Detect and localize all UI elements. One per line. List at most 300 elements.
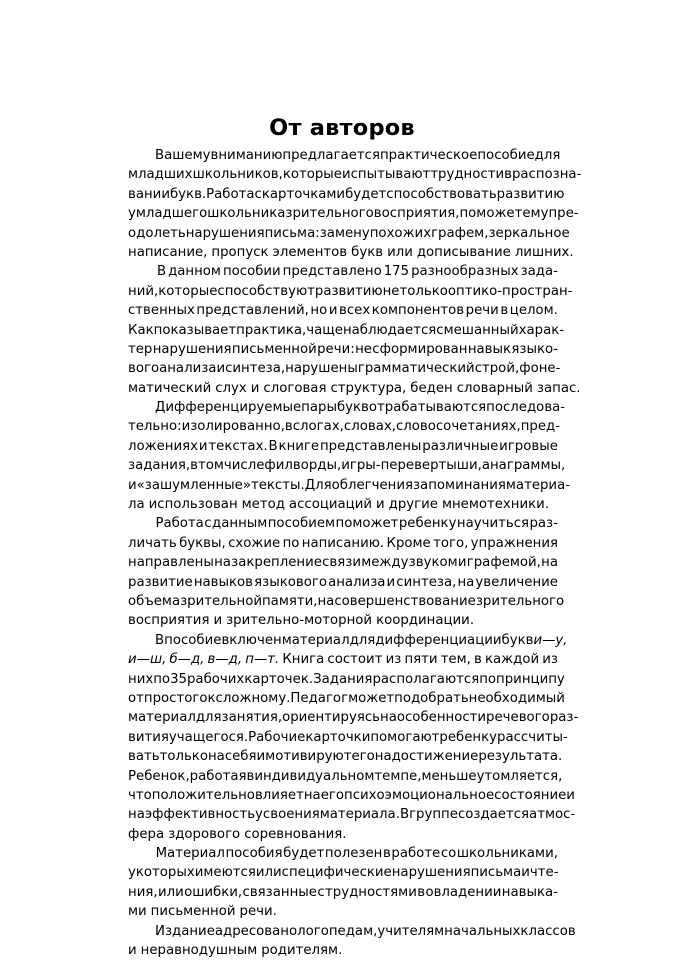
word: целом. — [509, 303, 558, 319]
text-line — [128, 456, 566, 475]
word: рассчиты- — [497, 729, 568, 745]
text-line — [128, 185, 565, 204]
word: письменной — [150, 904, 236, 920]
first-line-indent — [128, 262, 155, 281]
word: ния, — [128, 884, 158, 900]
word: ми — [128, 904, 147, 920]
word: пяти — [404, 652, 438, 668]
word: от — [128, 690, 144, 706]
word: и — [250, 380, 260, 396]
word: группе — [409, 807, 458, 823]
word: восприятия, — [373, 206, 460, 222]
word: здорового — [168, 826, 241, 842]
word: слогах, — [292, 419, 344, 435]
word: только — [159, 749, 208, 765]
word: неравнодушным — [140, 943, 258, 959]
word: и — [128, 943, 137, 959]
word: для — [349, 632, 376, 648]
text-line — [128, 573, 558, 592]
word: на — [303, 787, 321, 803]
word: задания, — [128, 458, 191, 474]
word: способствуют — [217, 283, 315, 299]
word: с — [317, 884, 325, 900]
word: письма — [470, 865, 522, 881]
word: классов — [520, 923, 576, 939]
word: и — [521, 865, 530, 881]
word: Дифференцируемые — [155, 400, 302, 416]
word: и — [128, 477, 137, 493]
word: практика, — [236, 322, 307, 338]
word: использован — [148, 497, 238, 513]
word: элементов — [272, 244, 348, 260]
word: между — [361, 555, 409, 571]
word: необходимый — [468, 690, 565, 706]
word: всех — [339, 303, 371, 319]
word: поможет — [459, 206, 523, 222]
word: располагаются — [372, 671, 480, 687]
word: трудностями — [325, 884, 417, 900]
word: графемой, — [466, 555, 541, 571]
word: нарушения — [391, 865, 471, 881]
word: только — [399, 283, 448, 299]
text-line — [128, 204, 579, 223]
word: Вашему — [155, 148, 211, 163]
word: испытывают — [341, 167, 431, 183]
word: Кроме — [386, 535, 431, 551]
word: речи. — [239, 904, 277, 920]
word: результата. — [478, 749, 563, 765]
word: научиться — [456, 516, 530, 532]
word: пособие — [164, 632, 222, 648]
word: ственных — [128, 303, 195, 319]
word: и — [566, 787, 575, 803]
word: Работа — [155, 516, 204, 532]
word: пособием — [267, 516, 336, 532]
word: звуком — [408, 555, 458, 571]
text-line — [128, 670, 565, 689]
word: связи — [322, 555, 361, 571]
word: игры-перевертыши, — [341, 458, 482, 474]
first-line-indent — [128, 844, 155, 863]
word: изолированно, — [181, 419, 285, 435]
word: раз- — [549, 710, 579, 726]
word: не — [355, 341, 372, 357]
text-line — [128, 476, 571, 495]
word: матический — [128, 380, 212, 396]
text-line — [128, 243, 574, 262]
word: учителям — [377, 923, 445, 939]
word: психоэмоциональное — [344, 787, 495, 803]
word: ориентируясь — [282, 710, 381, 726]
word: работе — [391, 846, 441, 862]
word: вого — [128, 361, 160, 377]
word: вании — [128, 186, 170, 202]
word: наблюдается — [342, 322, 437, 338]
text-line — [128, 146, 561, 165]
text-line — [128, 767, 563, 786]
word: словосочетаниях, — [395, 419, 521, 435]
word: тем, — [440, 652, 471, 668]
word: словах, — [343, 419, 396, 435]
word: языко- — [511, 341, 558, 357]
word: будет — [283, 846, 325, 862]
word: Задания — [313, 671, 373, 687]
word: положительно — [151, 787, 255, 803]
word: Книга — [282, 652, 325, 668]
word: и — [376, 497, 385, 513]
word: разнообразных — [411, 264, 519, 280]
word: оптико-простран- — [447, 283, 573, 299]
word: рабочих — [186, 671, 245, 687]
text-line — [128, 165, 582, 184]
word: объема — [128, 593, 181, 609]
word: В — [399, 807, 410, 823]
word: Работа — [206, 186, 255, 202]
word: том — [197, 458, 224, 474]
word: будет — [345, 186, 387, 202]
letter-pair: и—ш, — [128, 652, 167, 668]
letter-pair: и—у, — [533, 632, 568, 648]
word: представлений, — [196, 303, 309, 319]
word: или — [255, 865, 282, 881]
word: буквы, — [179, 535, 226, 551]
text-line — [128, 611, 558, 630]
word: навыка- — [501, 884, 558, 900]
text-line — [128, 553, 558, 572]
text-line — [128, 592, 565, 611]
word: на — [541, 555, 558, 571]
word: карточками — [261, 186, 346, 202]
word: в — [417, 884, 426, 900]
word: логопедам, — [297, 923, 378, 939]
word: дифференциации — [375, 632, 502, 648]
word: школьников, — [192, 167, 283, 183]
first-line-indent — [128, 514, 155, 533]
word: направлены — [128, 555, 214, 571]
word: другие — [388, 497, 438, 513]
word: из — [542, 652, 558, 668]
text-line — [128, 708, 579, 727]
word: на — [214, 555, 231, 571]
word: но — [310, 303, 328, 319]
word: нарушены — [285, 361, 358, 377]
word: практическое — [379, 148, 478, 163]
word: к — [207, 690, 216, 706]
word: учащегося. — [168, 729, 249, 745]
word: влияет — [254, 787, 304, 803]
word: запас. — [536, 380, 581, 396]
word: совершенствование — [334, 593, 476, 609]
word: словарный — [456, 380, 533, 396]
word: 175 — [383, 264, 410, 280]
word: в — [500, 303, 509, 319]
word: пособие — [477, 148, 535, 163]
word: в — [474, 652, 482, 668]
word: тельно: — [128, 419, 182, 435]
word: ему — [522, 206, 549, 222]
word: текстах. — [208, 438, 268, 454]
word: Издание — [155, 923, 215, 939]
word: которых — [135, 865, 195, 881]
word: памяти, — [261, 593, 318, 609]
word: школьниками, — [456, 846, 558, 862]
word: связанные — [242, 884, 317, 900]
word: филворды, — [264, 458, 342, 474]
word: фера — [128, 826, 165, 842]
word: письма: — [264, 225, 320, 241]
word: увеличение — [475, 574, 558, 590]
word: не — [382, 283, 400, 299]
word: Как — [128, 322, 154, 338]
word: и — [328, 303, 338, 319]
word: 35 — [170, 671, 187, 687]
paragraph — [128, 398, 571, 514]
word: зрительного — [285, 206, 374, 222]
paragraph — [128, 146, 582, 262]
word: помогают — [370, 729, 440, 745]
word: зрительного — [475, 593, 565, 609]
page-title: От авторов — [269, 115, 415, 142]
word: атмос- — [529, 807, 576, 823]
word: «зашумленные» — [136, 477, 251, 493]
word: каждой — [485, 652, 540, 668]
word: способствовать — [386, 186, 497, 202]
word: отрабатываются — [368, 400, 487, 416]
word: подобрать — [394, 690, 469, 706]
word: представлены — [319, 438, 422, 454]
word: младшего — [135, 206, 208, 222]
word: его — [351, 749, 375, 765]
word: младших — [128, 167, 193, 183]
text-line — [128, 747, 563, 766]
word: игровые — [499, 438, 558, 454]
word: ложениях — [128, 438, 198, 454]
first-line-indent — [128, 631, 155, 650]
word: того, — [433, 535, 469, 551]
word: восприятия — [128, 613, 210, 629]
word: на — [374, 749, 392, 765]
word: замену — [319, 225, 370, 241]
first-line-indent — [128, 398, 155, 417]
word: и — [198, 438, 208, 454]
word: строй, — [474, 361, 520, 377]
word: В — [268, 438, 278, 454]
word: в — [382, 846, 391, 862]
word: фоне- — [519, 361, 561, 377]
body-text — [128, 146, 582, 960]
word: состояние — [494, 787, 567, 803]
word: которые — [282, 167, 342, 183]
word: развитие — [128, 574, 193, 590]
word: специфические — [281, 865, 392, 881]
word: пособии — [222, 264, 281, 280]
word: упражнения — [470, 535, 558, 551]
text-line — [128, 863, 558, 882]
word: индивидуальном — [254, 768, 375, 784]
word: написанию. — [301, 535, 385, 551]
text-line — [128, 495, 558, 514]
word: себя — [224, 749, 257, 765]
word: у — [128, 206, 136, 222]
word: речи: — [317, 341, 355, 357]
word: с — [204, 516, 212, 532]
word: ний, — [128, 283, 159, 299]
word: запоминания — [412, 477, 506, 493]
word: карточек. — [244, 671, 314, 687]
word: материал — [128, 710, 196, 726]
word: компонентов — [371, 303, 465, 319]
word: на — [128, 807, 145, 823]
first-line-indent — [128, 146, 155, 165]
word: ребенку — [439, 729, 498, 745]
word: раз- — [529, 516, 558, 532]
word: последова- — [486, 400, 566, 416]
word: включен — [221, 632, 282, 648]
word: речевого — [486, 710, 550, 726]
word: закрепление — [231, 555, 322, 571]
word: лишних. — [514, 244, 574, 260]
word: Ребенок, — [128, 768, 190, 784]
word: темпе, — [374, 768, 422, 784]
word: различные — [422, 438, 499, 454]
paragraph — [128, 514, 565, 630]
text-line — [128, 805, 576, 824]
word: тексты. — [250, 477, 305, 493]
word: полезен — [324, 846, 383, 862]
text-line — [128, 825, 558, 844]
word: букв. — [169, 186, 207, 202]
text-line — [128, 301, 558, 320]
word: мотивируют — [265, 749, 352, 765]
word: книге — [278, 438, 320, 454]
word: с — [254, 186, 262, 202]
word: для — [195, 710, 222, 726]
word: на — [207, 749, 225, 765]
word: занятия, — [221, 710, 283, 726]
word: харак- — [518, 322, 565, 338]
text-line — [128, 514, 558, 533]
word: анализа — [328, 574, 386, 590]
word: эффективность — [144, 807, 256, 823]
word: одолеть — [128, 225, 186, 241]
text-line — [128, 631, 568, 650]
word: развитию — [496, 186, 565, 202]
word: утомляется, — [476, 768, 563, 784]
word: облегчения — [331, 477, 413, 493]
word: школьника — [207, 206, 286, 222]
text-line — [128, 398, 566, 417]
word: зеркальное — [488, 225, 570, 241]
word: букв — [351, 244, 384, 260]
letter-pair: б—д, — [169, 652, 205, 668]
text-line — [128, 321, 565, 340]
text-line — [128, 883, 558, 902]
word: по — [282, 535, 300, 551]
word: смешанный — [436, 322, 519, 338]
word: анализа — [159, 361, 217, 377]
word: тер — [128, 341, 153, 357]
word: синтеза, — [396, 574, 457, 590]
word: них — [128, 671, 154, 687]
word: у — [128, 865, 136, 881]
word: в — [284, 419, 293, 435]
word: имеются — [194, 865, 256, 881]
word: что — [128, 787, 152, 803]
word: синтеза, — [225, 361, 286, 377]
word: в — [246, 768, 255, 784]
word: его — [320, 787, 344, 803]
text-line — [128, 941, 558, 960]
word: материал — [281, 632, 350, 648]
word: на — [457, 574, 475, 590]
word: в — [190, 458, 198, 474]
word: пре- — [548, 206, 579, 222]
word: может — [348, 690, 395, 706]
word: вниманию — [210, 148, 283, 163]
paragraph — [128, 844, 558, 922]
word: письменной — [231, 341, 317, 357]
word: слух — [215, 380, 247, 396]
word: со — [440, 846, 457, 862]
word: карточки — [305, 729, 371, 745]
word: на — [380, 710, 397, 726]
word: предлагается — [282, 148, 380, 163]
word: букв — [501, 632, 534, 648]
word: речи — [465, 303, 499, 319]
word: структура, — [330, 380, 407, 396]
word: начальных — [444, 923, 521, 939]
word: похожих — [369, 225, 432, 241]
word: вития — [128, 729, 169, 745]
word: сложному. — [215, 690, 291, 706]
paragraph — [128, 631, 579, 844]
word: В — [155, 632, 165, 648]
word: зада- — [520, 264, 558, 280]
word: и — [256, 749, 266, 765]
word: пособия — [225, 846, 283, 862]
word: пары — [301, 400, 337, 416]
letter-pair: п—т. — [245, 652, 280, 668]
word: данном — [168, 264, 221, 280]
word: показывает — [153, 322, 237, 338]
text-line — [128, 224, 570, 243]
word: данным — [212, 516, 268, 532]
text-line — [128, 417, 558, 436]
word: адресовано — [214, 923, 298, 939]
word: Рабочие — [248, 729, 306, 745]
word: метод — [241, 497, 285, 513]
word: овладении — [425, 884, 502, 900]
word: сформирован — [372, 341, 468, 357]
word: букв — [336, 400, 369, 416]
word: или — [387, 244, 413, 260]
text-line — [128, 786, 575, 805]
word: по — [479, 671, 497, 687]
word: простого — [143, 690, 208, 706]
word: мнемотехники. — [441, 497, 550, 513]
text-line — [128, 359, 561, 378]
word: координации. — [376, 613, 475, 629]
word: из — [385, 652, 402, 668]
word: нарушения — [185, 225, 265, 241]
text-line — [128, 689, 565, 708]
word: ошибки, — [184, 884, 243, 900]
word: соревнования. — [244, 826, 347, 842]
word: личать — [128, 535, 177, 551]
word: состоит — [327, 652, 383, 668]
word: или — [157, 884, 184, 900]
word: грамматический — [357, 361, 475, 377]
